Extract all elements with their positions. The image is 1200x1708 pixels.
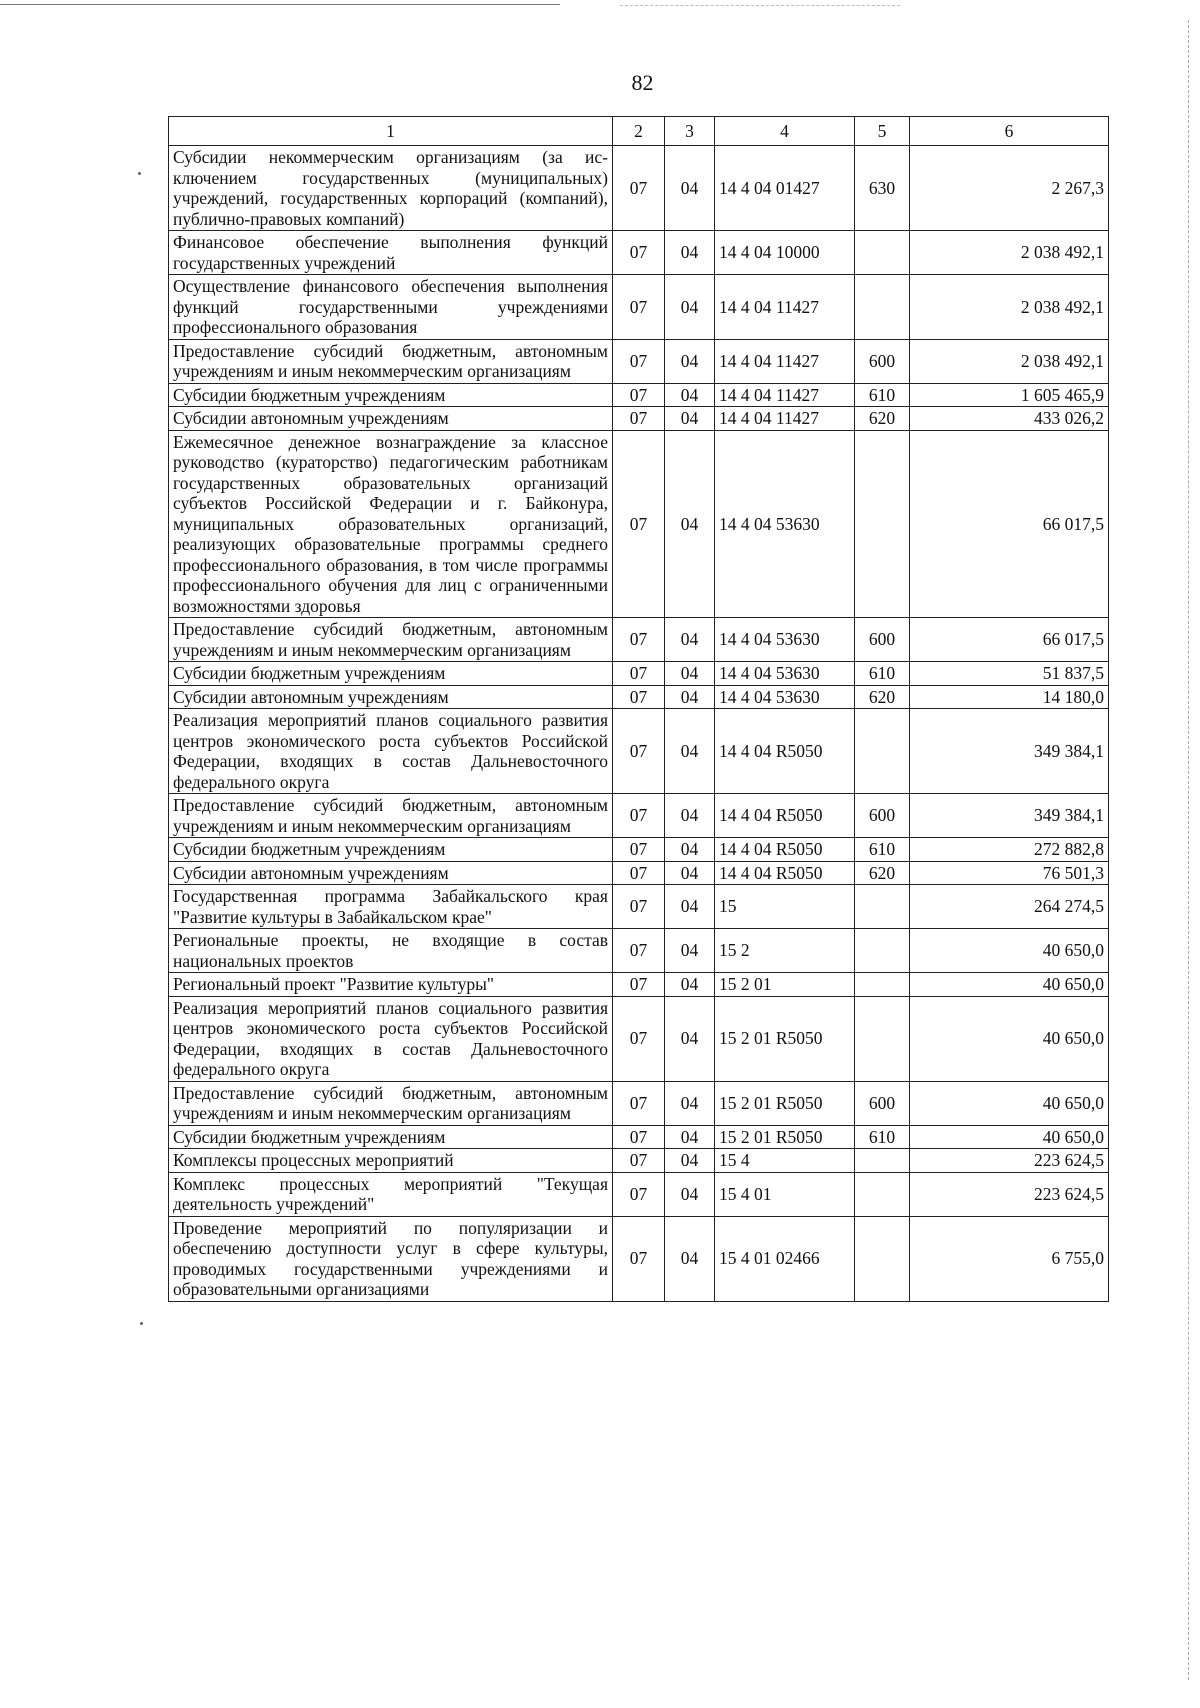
row-expense-type-cell: 610 — [855, 1125, 910, 1149]
scan-edge-top-dashed — [620, 5, 900, 6]
table-row — [169, 861, 1109, 885]
row-expense-type-cell: 630 — [855, 146, 910, 231]
table-row — [169, 339, 1109, 383]
row-amount-cell: 66 017,5 — [910, 618, 1109, 662]
row-name-cell: Государственная программа Забайкальского края "Развитие культуры в Забайкальском крае" — [169, 885, 613, 929]
row-section-cell: 07 — [613, 146, 665, 231]
row-subsection-cell: 04 — [665, 339, 715, 383]
row-expense-type-cell: 600 — [855, 1081, 910, 1125]
row-name-cell: Региональный проект "Развитие культуры" — [169, 973, 613, 997]
row-name-cell: Реализация мероприятий планов социального развития центров экономического роста субъектов Российской Федерации, входящих в состав Дальневосточного федерального округа — [169, 709, 613, 794]
row-target-article-cell: 14 4 04 R5050 — [715, 861, 855, 885]
scan-speck — [138, 172, 141, 175]
row-subsection-cell: 04 — [665, 662, 715, 686]
row-subsection-cell: 04 — [665, 1216, 715, 1301]
row-amount-cell: 66 017,5 — [910, 430, 1109, 618]
row-amount-cell: 272 882,8 — [910, 838, 1109, 862]
row-expense-type-cell: 620 — [855, 685, 910, 709]
row-amount-cell: 40 650,0 — [910, 1081, 1109, 1125]
table-row — [169, 383, 1109, 407]
row-subsection-cell: 04 — [665, 861, 715, 885]
row-amount-cell: 2 038 492,1 — [910, 339, 1109, 383]
row-name-cell: Субсидии автономным учреждениям — [169, 407, 613, 431]
row-target-article-cell: 14 4 04 01427 — [715, 146, 855, 231]
header-col-3: 3 — [665, 117, 715, 146]
row-amount-cell: 2 038 492,1 — [910, 231, 1109, 275]
row-section-cell: 07 — [613, 1125, 665, 1149]
row-section-cell: 07 — [613, 996, 665, 1081]
row-name-cell: Субсидии автономным учреждениям — [169, 861, 613, 885]
row-amount-cell: 349 384,1 — [910, 709, 1109, 794]
budget-table — [168, 116, 1109, 1302]
table-row — [169, 407, 1109, 431]
row-name-cell: Комплекс процессных мероприятий "Текущая деятельность учреждений" — [169, 1172, 613, 1216]
row-subsection-cell: 04 — [665, 794, 715, 838]
table-row — [169, 709, 1109, 794]
row-section-cell: 07 — [613, 231, 665, 275]
table-row — [169, 430, 1109, 618]
row-expense-type-cell — [855, 231, 910, 275]
row-target-article-cell: 14 4 04 11427 — [715, 275, 855, 340]
row-target-article-cell: 14 4 04 11427 — [715, 339, 855, 383]
row-expense-type-cell — [855, 996, 910, 1081]
row-target-article-cell: 14 4 04 R5050 — [715, 709, 855, 794]
row-expense-type-cell: 620 — [855, 861, 910, 885]
scan-speck — [140, 1322, 143, 1325]
row-subsection-cell: 04 — [665, 929, 715, 973]
table-row — [169, 618, 1109, 662]
row-name-cell: Субсидии бюджетным учреждениям — [169, 383, 613, 407]
row-target-article-cell: 14 4 04 R5050 — [715, 794, 855, 838]
row-subsection-cell: 04 — [665, 685, 715, 709]
header-col-4: 4 — [715, 117, 855, 146]
row-section-cell: 07 — [613, 1149, 665, 1173]
row-amount-cell: 40 650,0 — [910, 973, 1109, 997]
row-name-cell: Субсидии бюджетным учреждениям — [169, 662, 613, 686]
row-amount-cell: 223 624,5 — [910, 1149, 1109, 1173]
row-name-cell: Региональные проекты, не входящие в состав национальных проектов — [169, 929, 613, 973]
row-target-article-cell: 14 4 04 53630 — [715, 662, 855, 686]
row-target-article-cell: 15 4 01 — [715, 1172, 855, 1216]
table-row — [169, 973, 1109, 997]
row-subsection-cell: 04 — [665, 1172, 715, 1216]
row-target-article-cell: 15 2 01 — [715, 973, 855, 997]
row-target-article-cell: 15 2 01 R5050 — [715, 1125, 855, 1149]
header-col-1: 1 — [169, 117, 613, 146]
row-subsection-cell: 04 — [665, 973, 715, 997]
table-row — [169, 1081, 1109, 1125]
row-amount-cell: 14 180,0 — [910, 685, 1109, 709]
row-section-cell: 07 — [613, 618, 665, 662]
table-row — [169, 929, 1109, 973]
row-section-cell: 07 — [613, 929, 665, 973]
row-section-cell: 07 — [613, 685, 665, 709]
row-name-cell: Предоставление субсидий бюджетным, автономным учреждениям и иным некоммерческим организациям — [169, 794, 613, 838]
row-subsection-cell: 04 — [665, 885, 715, 929]
row-amount-cell: 40 650,0 — [910, 996, 1109, 1081]
row-amount-cell: 51 837,5 — [910, 662, 1109, 686]
row-section-cell: 07 — [613, 275, 665, 340]
row-expense-type-cell — [855, 1216, 910, 1301]
row-subsection-cell: 04 — [665, 709, 715, 794]
row-target-article-cell: 14 4 04 11427 — [715, 407, 855, 431]
row-subsection-cell: 04 — [665, 838, 715, 862]
row-expense-type-cell — [855, 973, 910, 997]
row-expense-type-cell — [855, 709, 910, 794]
table-row — [169, 794, 1109, 838]
row-section-cell: 07 — [613, 794, 665, 838]
row-amount-cell: 1 605 465,9 — [910, 383, 1109, 407]
row-target-article-cell: 15 4 01 02466 — [715, 1216, 855, 1301]
table-row — [169, 146, 1109, 231]
row-section-cell: 07 — [613, 1216, 665, 1301]
table-row — [169, 685, 1109, 709]
table-row — [169, 996, 1109, 1081]
row-section-cell: 07 — [613, 709, 665, 794]
row-amount-cell: 40 650,0 — [910, 1125, 1109, 1149]
table-row — [169, 885, 1109, 929]
row-expense-type-cell — [855, 1172, 910, 1216]
row-target-article-cell: 15 2 — [715, 929, 855, 973]
table-row — [169, 662, 1109, 686]
row-name-cell: Проведение мероприятий по популяризации и обеспечению доступности услуг в сфере культуры, проводимых государственными учреждениями и образовательными организациями — [169, 1216, 613, 1301]
row-section-cell: 07 — [613, 407, 665, 431]
row-subsection-cell: 04 — [665, 407, 715, 431]
row-name-cell: Субсидии бюджетным учреждениям — [169, 838, 613, 862]
row-subsection-cell: 04 — [665, 383, 715, 407]
row-section-cell: 07 — [613, 339, 665, 383]
row-subsection-cell: 04 — [665, 1125, 715, 1149]
row-subsection-cell: 04 — [665, 996, 715, 1081]
row-name-cell: Комплексы процессных мероприятий — [169, 1149, 613, 1173]
row-amount-cell: 6 755,0 — [910, 1216, 1109, 1301]
row-name-cell: Финансовое обеспечение выполнения функций государственных учреждений — [169, 231, 613, 275]
row-expense-type-cell — [855, 275, 910, 340]
row-section-cell: 07 — [613, 383, 665, 407]
row-subsection-cell: 04 — [665, 275, 715, 340]
row-name-cell: Ежемесячное денежное вознаграждение за классное руководство (кураторство) педагогическим работникам государственных образовательных организаций субъектов Российской Федерации и г. Байконура, муниципальных образовательных организаций, реализующих образовательные программы среднего профессионального образования, в том числе программы профессионального обучения для лиц с ограниченными возможностями здоровья — [169, 430, 613, 618]
row-subsection-cell: 04 — [665, 430, 715, 618]
row-amount-cell: 264 274,5 — [910, 885, 1109, 929]
table-row — [169, 1125, 1109, 1149]
page-number: 82 — [631, 70, 654, 95]
header-col-5: 5 — [855, 117, 910, 146]
row-target-article-cell: 14 4 04 R5050 — [715, 838, 855, 862]
row-subsection-cell: 04 — [665, 146, 715, 231]
row-target-article-cell: 15 2 01 R5050 — [715, 996, 855, 1081]
row-target-article-cell: 15 — [715, 885, 855, 929]
row-expense-type-cell — [855, 885, 910, 929]
table-row — [169, 275, 1109, 340]
table-header-row — [169, 117, 1109, 146]
row-expense-type-cell — [855, 430, 910, 618]
row-section-cell: 07 — [613, 1081, 665, 1125]
row-target-article-cell: 14 4 04 53630 — [715, 685, 855, 709]
row-name-cell: Осуществление финансового обеспечения выполнения функций государственными учреждениями профессионального образования — [169, 275, 613, 340]
row-amount-cell: 223 624,5 — [910, 1172, 1109, 1216]
row-target-article-cell: 14 4 04 53630 — [715, 618, 855, 662]
row-target-article-cell: 14 4 04 53630 — [715, 430, 855, 618]
row-section-cell: 07 — [613, 662, 665, 686]
row-expense-type-cell: 620 — [855, 407, 910, 431]
table-row — [169, 838, 1109, 862]
table-row — [169, 231, 1109, 275]
row-expense-type-cell: 610 — [855, 838, 910, 862]
row-name-cell: Субсидии некоммерческим организациям (за исключением государственных (муниципальных) учреждений, государственных корпораций (компаний), публично-правовых компаний) — [169, 146, 613, 231]
row-amount-cell: 433 026,2 — [910, 407, 1109, 431]
row-section-cell: 07 — [613, 861, 665, 885]
scan-edge-right — [1188, 20, 1189, 1680]
row-amount-cell: 2 267,3 — [910, 146, 1109, 231]
row-name-cell: Предоставление субсидий бюджетным, автономным учреждениям и иным некоммерческим организациям — [169, 618, 613, 662]
row-amount-cell: 76 501,3 — [910, 861, 1109, 885]
row-expense-type-cell: 600 — [855, 339, 910, 383]
table-row — [169, 1216, 1109, 1301]
row-name-cell: Субсидии бюджетным учреждениям — [169, 1125, 613, 1149]
row-expense-type-cell — [855, 929, 910, 973]
header-col-6: 6 — [910, 117, 1109, 146]
header-col-2: 2 — [613, 117, 665, 146]
row-section-cell: 07 — [613, 838, 665, 862]
row-target-article-cell: 15 2 01 R5050 — [715, 1081, 855, 1125]
row-expense-type-cell: 600 — [855, 618, 910, 662]
row-target-article-cell: 14 4 04 10000 — [715, 231, 855, 275]
row-amount-cell: 349 384,1 — [910, 794, 1109, 838]
row-target-article-cell: 15 4 — [715, 1149, 855, 1173]
row-section-cell: 07 — [613, 430, 665, 618]
table-row — [169, 1172, 1109, 1216]
row-target-article-cell: 14 4 04 11427 — [715, 383, 855, 407]
row-section-cell: 07 — [613, 973, 665, 997]
row-subsection-cell: 04 — [665, 1081, 715, 1125]
row-subsection-cell: 04 — [665, 1149, 715, 1173]
row-subsection-cell: 04 — [665, 231, 715, 275]
row-name-cell: Реализация мероприятий планов социального развития центров экономического роста субъектов Российской Федерации, входящих в состав Дальневосточного федерального округа — [169, 996, 613, 1081]
row-expense-type-cell — [855, 1149, 910, 1173]
row-name-cell: Предоставление субсидий бюджетным, автономным учреждениям и иным некоммерческим организациям — [169, 339, 613, 383]
table-row — [169, 1149, 1109, 1173]
row-amount-cell: 2 038 492,1 — [910, 275, 1109, 340]
row-expense-type-cell: 610 — [855, 383, 910, 407]
row-name-cell: Субсидии автономным учреждениям — [169, 685, 613, 709]
row-expense-type-cell: 600 — [855, 794, 910, 838]
row-section-cell: 07 — [613, 1172, 665, 1216]
row-amount-cell: 40 650,0 — [910, 929, 1109, 973]
row-subsection-cell: 04 — [665, 618, 715, 662]
row-section-cell: 07 — [613, 885, 665, 929]
scan-edge-top — [0, 4, 560, 5]
row-expense-type-cell: 610 — [855, 662, 910, 686]
row-name-cell: Предоставление субсидий бюджетным, автономным учреждениям и иным некоммерческим организациям — [169, 1081, 613, 1125]
